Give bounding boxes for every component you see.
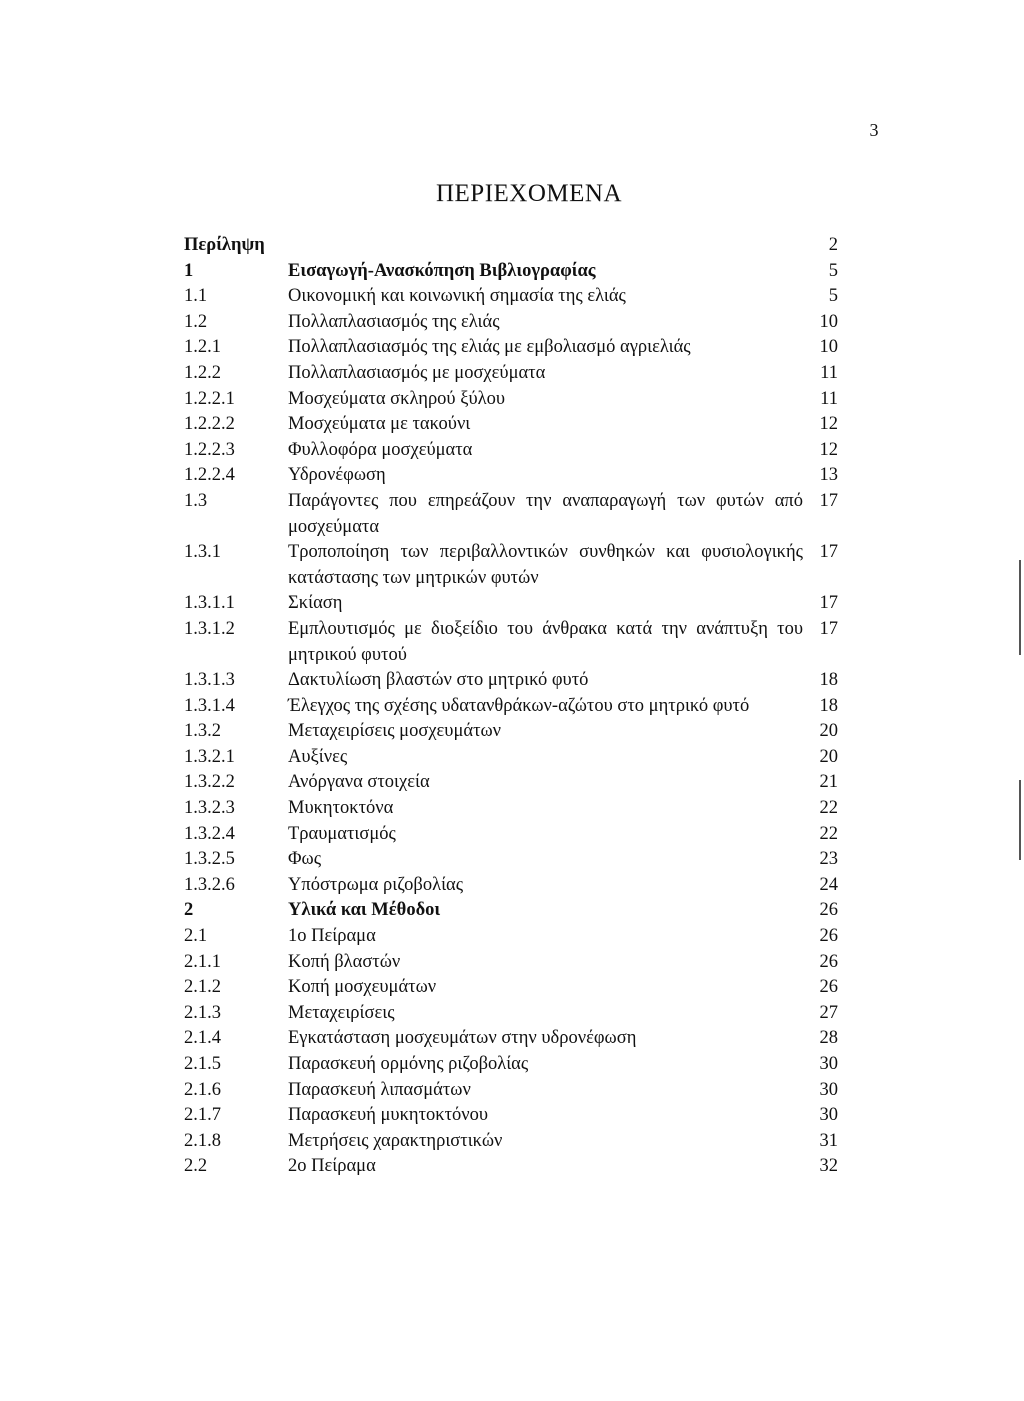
table-of-contents	[184, 233, 838, 1180]
toc-entry-title: Μοσχεύματα με τακούνι	[288, 414, 471, 435]
toc-entry-page: 30	[819, 1054, 838, 1074]
page-title: ΠΕΡΙΕΧΟΜΕΝΑ	[435, 180, 623, 207]
toc-entry-title: Παρασκευή μυκητοκτόνου	[288, 1105, 489, 1126]
toc-entry-page: 24	[819, 874, 838, 895]
toc-entry	[184, 1078, 838, 1104]
toc-entry-number: 1	[184, 260, 194, 281]
toc-entry-page: 26	[819, 977, 838, 998]
toc-entry-number: 2	[184, 900, 194, 921]
toc-entry-title: Εισαγωγή-Ανασκόπηση Βιβλιογραφίας	[288, 260, 596, 281]
toc-entry-title: Τραυματισμός	[288, 823, 396, 844]
toc-entry	[184, 950, 838, 976]
toc-entry	[184, 233, 838, 259]
toc-entry-title: Φυλλοφόρα μοσχεύματα	[288, 439, 473, 460]
toc-entry-page: 22	[819, 798, 838, 819]
toc-entry-page: 17	[819, 618, 838, 639]
toc-entry-page: 30	[819, 1105, 838, 1126]
toc-entry	[184, 873, 838, 899]
toc-entry	[184, 745, 838, 771]
toc-entry-title: Μετρήσεις χαρακτηριστικών	[288, 1130, 503, 1151]
scan-margin-line	[1019, 560, 1021, 655]
toc-entry	[184, 310, 838, 336]
toc-entry	[184, 1129, 838, 1155]
toc-entry-page: 26	[819, 900, 838, 921]
toc-entry-page: 26	[819, 926, 838, 947]
toc-entry-number: 1.2.2.1	[184, 388, 235, 409]
toc-entry-title: Εμπλουτισμός με διοξείδιο του άνθρακα κατά την ανάπτυξη του μητρικού φυτού	[288, 618, 803, 665]
toc-entry-page: 2	[828, 235, 838, 255]
toc-entry-page: 27	[819, 1002, 838, 1023]
toc-entry-title: Υλικά και Μέθοδοι	[288, 900, 441, 921]
toc-entry-title: Δακτυλίωση βλαστών στο μητρικό φυτό	[288, 670, 589, 691]
toc-entry	[184, 719, 838, 745]
toc-entry	[184, 770, 838, 796]
toc-entry-title: Παράγοντες που επηρεάζουν την αναπαραγωγή των φυτών από μοσχεύματα	[288, 490, 803, 537]
toc-entry-page: 10	[819, 337, 838, 358]
toc-entry-title: Υπόστρωμα ριζοβολίας	[288, 874, 464, 895]
toc-entry-title: 2ο Πείραμα	[288, 1156, 376, 1177]
toc-entry-title: Μοσχεύματα σκληρού ξύλου	[288, 388, 506, 409]
toc-entry-page: 21	[819, 772, 838, 793]
toc-entry	[184, 1154, 838, 1180]
toc-entry-title: Παρασκευή ορμόνης ριζοβολίας	[288, 1054, 529, 1074]
toc-entry-number: 2.1.1	[184, 951, 221, 972]
toc-entry-title: Υδρονέφωση	[288, 465, 386, 486]
toc-entry-title: Μεταχειρίσεις	[288, 1002, 395, 1023]
toc-entry-title: Σκίαση	[288, 593, 343, 614]
toc-entry	[184, 694, 838, 720]
toc-entry-title: Κοπή βλαστών	[288, 951, 401, 972]
toc-entry-title: Κοπή μοσχευμάτων	[288, 977, 437, 998]
toc-entry	[184, 361, 838, 387]
toc-entry	[184, 463, 838, 489]
toc-entry	[184, 387, 838, 413]
toc-entry	[184, 412, 838, 438]
toc-entry-number: 1.3.2.4	[184, 823, 235, 844]
toc-entry	[184, 438, 838, 464]
toc-entry	[184, 847, 838, 873]
toc-entry-number: 1.2.2.2	[184, 414, 235, 435]
toc-entry-page: 10	[819, 311, 838, 332]
toc-entry-title: Πολλαπλασιασμός της ελιάς	[288, 311, 500, 332]
toc-entry-title: Μεταχειρίσεις μοσχευμάτων	[288, 721, 502, 742]
toc-entry-title: 1ο Πείραμα	[288, 926, 376, 947]
toc-entry-page: 20	[819, 721, 838, 742]
toc-entry-title: Οικονομική και κοινωνική σημασία της ελιάς	[288, 286, 626, 307]
toc-entry-number: 2.1.7	[184, 1105, 221, 1126]
toc-entry-number: 1.3.2	[184, 721, 221, 742]
toc-entry	[184, 591, 838, 617]
toc-entry-title: Αυξίνες	[288, 746, 348, 767]
scan-margin-line	[1019, 780, 1021, 860]
toc-entry-number: 1.3.2.1	[184, 746, 235, 767]
toc-entry-title: Τροποποίηση των περιβαλλοντικών συνθηκών και φυσιολογικής κατάστασης των μητρικών φυτών	[288, 542, 803, 588]
toc-entry-title: Παρασκευή λιπασμάτων	[288, 1079, 471, 1100]
toc-entry-number: Περίληψη	[184, 235, 265, 255]
toc-entry-title: Μυκητοκτόνα	[288, 798, 394, 819]
toc-entry-number: 1.2.1	[184, 337, 221, 358]
toc-entry-page: 23	[819, 849, 838, 870]
toc-entry-page: 11	[820, 362, 838, 383]
toc-entry-page: 13	[819, 465, 838, 486]
toc-entry	[184, 924, 838, 950]
toc-entry-number: 1.3.2.2	[184, 772, 235, 793]
toc-entry-number: 1.3.1	[184, 542, 221, 563]
toc-entry-page: 11	[820, 388, 838, 409]
toc-entry-number: 2.1.8	[184, 1130, 221, 1151]
toc-entry-number: 1.1	[184, 286, 208, 307]
toc-entry-page: 30	[819, 1079, 838, 1100]
toc-entry-number: 2.1.6	[184, 1079, 221, 1100]
toc-entry	[184, 540, 838, 591]
toc-entry	[184, 822, 838, 848]
toc-entry-page: 17	[819, 542, 838, 563]
toc-entry-number: 1.3	[184, 490, 208, 511]
toc-entry-page: 18	[819, 670, 838, 691]
toc-entry	[184, 284, 838, 310]
toc-entry	[184, 975, 838, 1001]
toc-entry	[184, 1026, 838, 1052]
toc-entry-title: Φως	[288, 849, 322, 870]
toc-entry-number: 1.3.2.5	[184, 849, 235, 870]
toc-entry-number: 1.3.2.6	[184, 874, 235, 895]
toc-entry-title: Εγκατάσταση μοσχευμάτων στην υδρονέφωση	[288, 1028, 637, 1049]
toc-entry-page: 5	[828, 260, 838, 281]
toc-entry-number: 1.3.1.4	[184, 695, 235, 716]
toc-entry-title: Πολλαπλασιασμός με μοσχεύματα	[288, 362, 546, 383]
toc-entry-page: 18	[819, 695, 838, 716]
toc-entry-page: 20	[819, 746, 838, 767]
toc-entry	[184, 898, 838, 924]
toc-entry-title: Πολλαπλασιασμός της ελιάς με εμβολιασμό αγριελιάς	[288, 337, 691, 358]
toc-entry-page: 12	[819, 414, 838, 435]
toc-entry-number: 2.1.5	[184, 1054, 221, 1074]
toc-entry-number: 2.1	[184, 926, 208, 947]
toc-entry-page: 26	[819, 951, 838, 972]
toc-entry-page: 17	[819, 490, 838, 511]
toc-entry	[184, 335, 838, 361]
toc-entry	[184, 796, 838, 822]
page-number: 3	[869, 120, 879, 140]
toc-entry	[184, 1001, 838, 1027]
toc-entry-number: 2.1.2	[184, 977, 221, 998]
toc-entry-page: 5	[828, 286, 838, 307]
toc-entry-number: 1.3.1.2	[184, 618, 235, 639]
toc-entry-number: 2.1.4	[184, 1028, 221, 1049]
toc-entry-number: 1.2.2.4	[184, 465, 235, 486]
toc-entry	[184, 668, 838, 694]
toc-entry-number: 1.2.2	[184, 362, 221, 383]
toc-entry-number: 2.2	[184, 1156, 208, 1177]
toc-entry-number: 1.3.1.3	[184, 670, 235, 691]
toc-entry-page: 32	[819, 1156, 838, 1177]
toc-entry-number: 1.3.1.1	[184, 593, 235, 614]
toc-entry-page: 17	[819, 593, 838, 614]
toc-entry-number: 2.1.3	[184, 1002, 221, 1023]
toc-entry	[184, 1052, 838, 1078]
toc-entry-page: 28	[819, 1028, 838, 1049]
toc-entry-number: 1.2.2.3	[184, 439, 235, 460]
toc-entry-page: 12	[819, 439, 838, 460]
toc-entry	[184, 617, 838, 668]
toc-entry-page: 31	[819, 1130, 838, 1151]
toc-entry-number: 1.3.2.3	[184, 798, 235, 819]
toc-entry-title: Ανόργανα στοιχεία	[288, 772, 430, 793]
toc-entry	[184, 1103, 838, 1129]
toc-entry	[184, 259, 838, 285]
toc-entry	[184, 489, 838, 540]
toc-entry-title: Έλεγχος της σχέσης υδατανθράκων-αζώτου στο μητρικό φυτό	[288, 695, 750, 716]
toc-entry-number: 1.2	[184, 311, 208, 332]
toc-entry-page: 22	[819, 823, 838, 844]
